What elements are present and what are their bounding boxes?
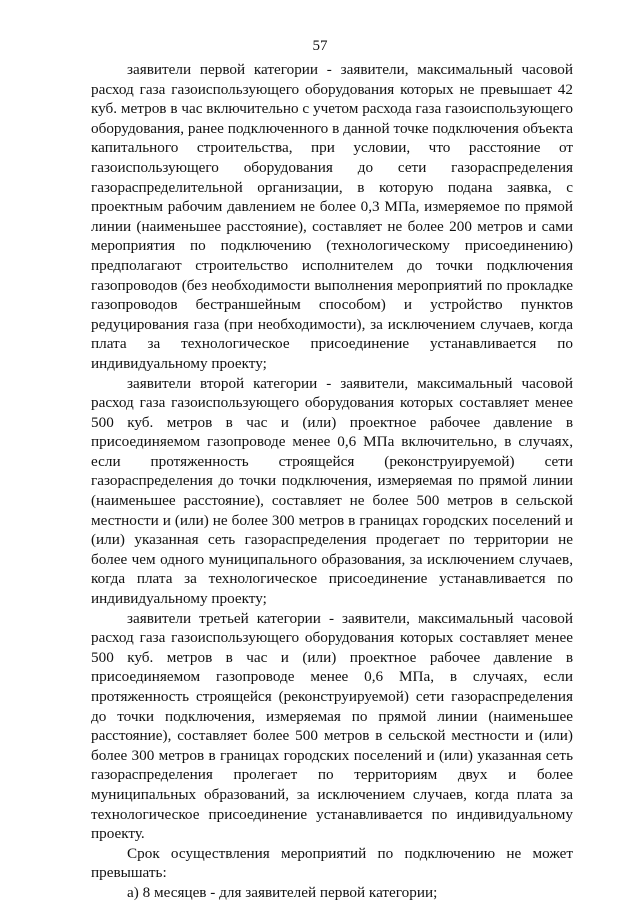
paragraph-second-category: заявители второй категории - заявители, максимальный часовой расход газа газоиспользующего оборудования которых составляет менее 500 куб. метров в час и (или) проектное рабочее давление в присоединяемом газопроводе менее 0,6 МПа включительно, в случаях, если протяженность строящейся (реконструируемой) сети газораспределения до точки подключения, измеряемая по прямой линии (наименьшее расстояние), составляет не более 500 метров в сельской местности и (или) не более 300 метров в границах городских поселений и (или) указанная сеть газораспределения продегает по территории не более чем одного муниципального образования, за исключением случаев, когда плата за технологическое присоединение устанавливается по индивидуальному проекту; [91, 374, 573, 608]
paragraph-deadline-intro: Срок осуществления мероприятий по подключению не может превышать: [91, 844, 573, 882]
paragraph-first-category: заявители первой категории - заявители, максимальный часовой расход газа газоиспользующего оборудования которых не превышает 42 куб. метров в час включительно с учетом расхода газа газоиспользующего оборудования, ранее подключенного в данной точке подключения объекта капитального строительства, при условии, что расстояние от газоиспользующего оборудования до сети газораспределения газораспределительной организации, в которую подана заявка, с проектным рабочим давлением не более 0,3 МПа, измеряемое по прямой линии (наименьшее расстояние), составляет не более 200 метров и сами мероприятия по подключению (технологическому присоединению) предполагают строительство исполнителем до точки подключения газопроводов (без необходимости выполнения мероприятий по прокладке газопроводов бестраншейным способом) и устройство пунктов редуцирования газа (при необходимости), за исключением случаев, когда плата за технологическое присоединение устанавливается по индивидуальному проекту; [91, 61, 573, 372]
list-item-a: а) 8 месяцев - для заявителей первой категории; [127, 883, 438, 901]
paragraph-third-category: заявители третьей категории - заявители, максимальный часовой расход газа газоиспользующего оборудования которых составляет менее 500 куб. метров в час и (или) проектное рабочее давление в присоединяемом газопроводе менее 0,6 МПа, в случаях, если протяженность строящейся (реконструируемой) сети газораспределения до точки подключения, измеряемая по прямой линии (наименьшее расстояние), составляет более 500 метров в сельской местности и (или) более 300 метров в границах городских поселений и (или) указанная сеть газораспределения пролегает по территориям двух и более муниципальных образований, за исключением случаев, когда плата за технологическое присоединение устанавливается по индивидуальному проекту. [91, 609, 573, 843]
page-number: 57 [312, 38, 328, 54]
body-text [91, 60, 573, 903]
